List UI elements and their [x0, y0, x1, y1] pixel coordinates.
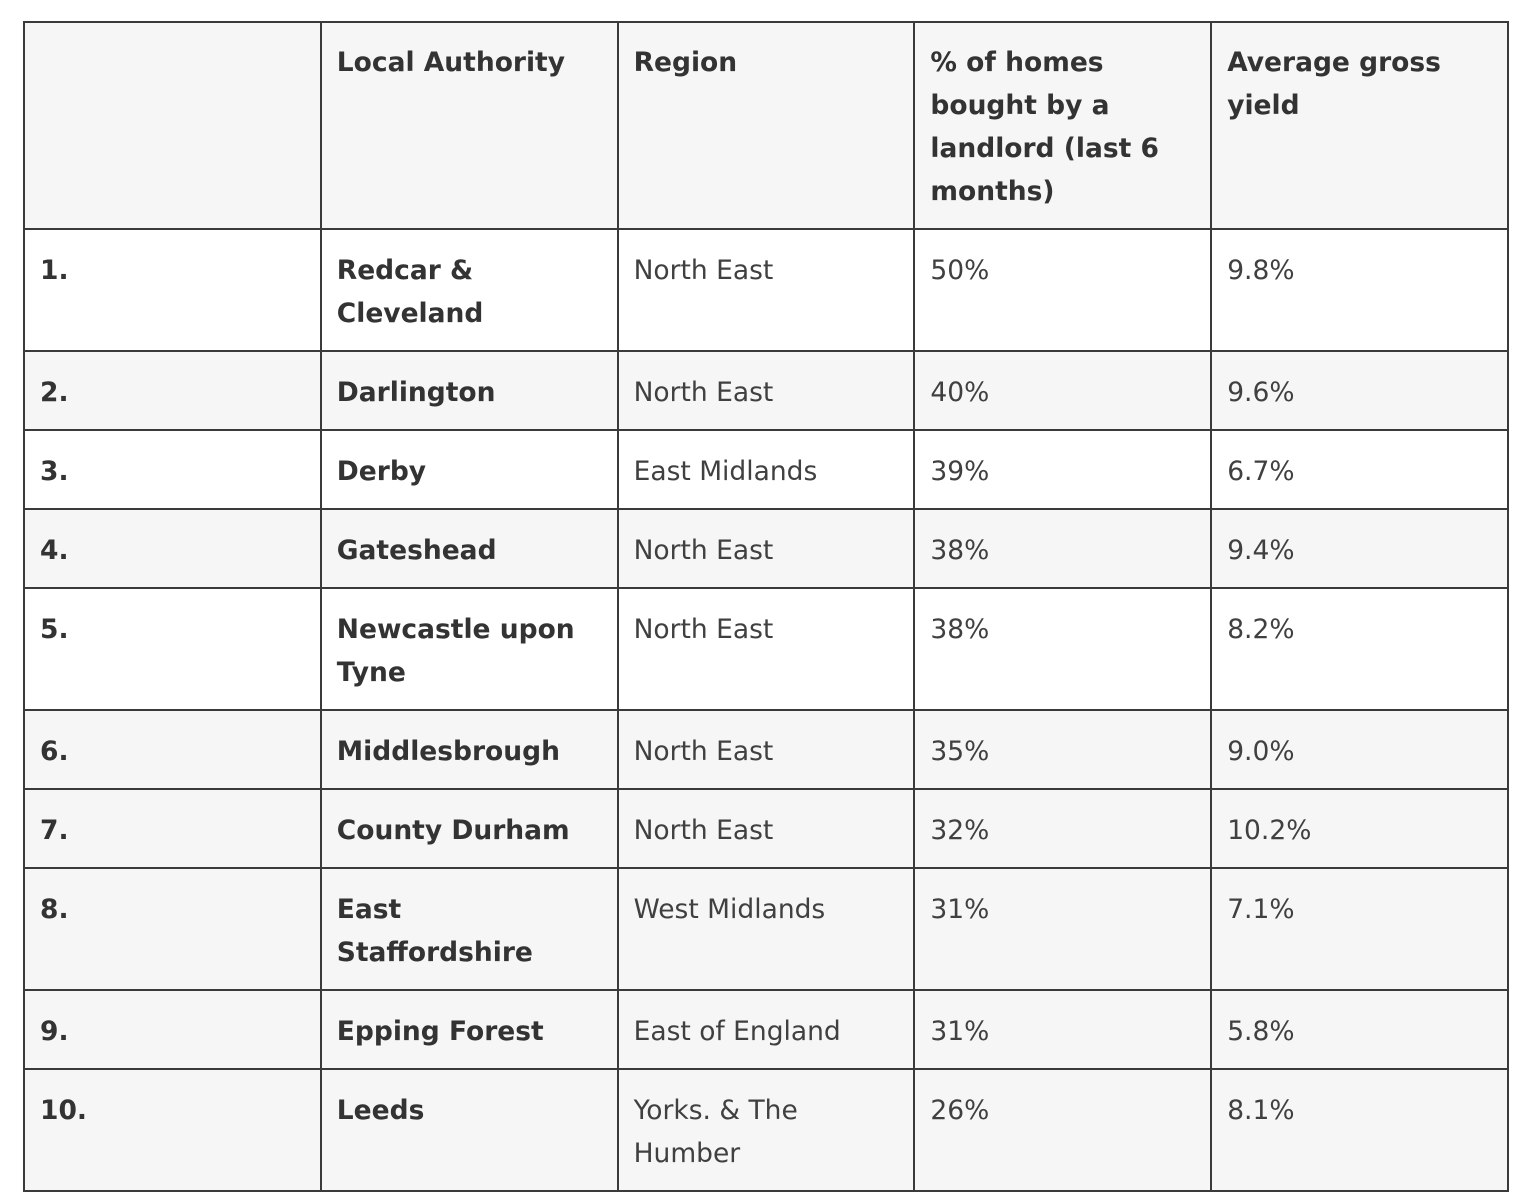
table-row	[24, 1069, 1508, 1191]
table-row	[24, 588, 1508, 710]
pct-cell: 38%	[914, 509, 1211, 588]
yield-cell: 8.1%	[1211, 1069, 1508, 1191]
region-cell: North East	[618, 789, 915, 868]
region-cell: East Midlands	[618, 430, 915, 509]
yield-cell: 9.6%	[1211, 351, 1508, 430]
yield-cell: 7.1%	[1211, 868, 1508, 990]
authority-cell: Gateshead	[321, 509, 618, 588]
header-average-gross-yield: Average gross yield	[1211, 22, 1508, 229]
pct-cell: 35%	[914, 710, 1211, 789]
rank-cell: 5.	[24, 588, 321, 710]
header-local-authority: Local Authority	[321, 22, 618, 229]
authority-cell: Newcastle upon Tyne	[321, 588, 618, 710]
yield-cell: 9.0%	[1211, 710, 1508, 789]
pct-cell: 32%	[914, 789, 1211, 868]
authority-cell: Derby	[321, 430, 618, 509]
pct-cell: 26%	[914, 1069, 1211, 1191]
pct-cell: 31%	[914, 990, 1211, 1069]
region-cell: North East	[618, 509, 915, 588]
yield-cell: 6.7%	[1211, 430, 1508, 509]
authority-cell: Middlesbrough	[321, 710, 618, 789]
authority-cell: Leeds	[321, 1069, 618, 1191]
rank-cell: 7.	[24, 789, 321, 868]
table-body	[24, 229, 1508, 1191]
yield-cell: 8.2%	[1211, 588, 1508, 710]
yield-cell: 9.4%	[1211, 509, 1508, 588]
header-pct-homes-bought: % of homes bought by a landlord (last 6 months)	[914, 22, 1211, 229]
rank-cell: 1.	[24, 229, 321, 351]
region-cell: North East	[618, 710, 915, 789]
authority-cell: Darlington	[321, 351, 618, 430]
header-rank	[24, 22, 321, 229]
rank-cell: 2.	[24, 351, 321, 430]
rank-cell: 8.	[24, 868, 321, 990]
authority-cell: East Staffordshire	[321, 868, 618, 990]
rank-cell: 4.	[24, 509, 321, 588]
rank-cell: 6.	[24, 710, 321, 789]
region-cell: Yorks. & The Humber	[618, 1069, 915, 1191]
authority-cell: Epping Forest	[321, 990, 618, 1069]
region-cell: North East	[618, 229, 915, 351]
rank-cell: 3.	[24, 430, 321, 509]
table-header	[24, 22, 1508, 229]
pct-cell: 31%	[914, 868, 1211, 990]
pct-cell: 39%	[914, 430, 1211, 509]
region-cell: North East	[618, 588, 915, 710]
table-row	[24, 789, 1508, 868]
table-row	[24, 229, 1508, 351]
table-row	[24, 990, 1508, 1069]
pct-cell: 38%	[914, 588, 1211, 710]
region-cell: West Midlands	[618, 868, 915, 990]
rank-cell: 9.	[24, 990, 321, 1069]
table-row	[24, 509, 1508, 588]
landlord-purchases-table	[23, 21, 1509, 1192]
authority-cell: Redcar & Cleveland	[321, 229, 618, 351]
yield-cell: 5.8%	[1211, 990, 1508, 1069]
header-row	[24, 22, 1508, 229]
table-row	[24, 351, 1508, 430]
table-row	[24, 868, 1508, 990]
pct-cell: 50%	[914, 229, 1211, 351]
region-cell: East of England	[618, 990, 915, 1069]
header-region: Region	[618, 22, 915, 229]
table-row	[24, 710, 1508, 789]
authority-cell: County Durham	[321, 789, 618, 868]
region-cell: North East	[618, 351, 915, 430]
yield-cell: 9.8%	[1211, 229, 1508, 351]
table-container	[23, 21, 1507, 1192]
yield-cell: 10.2%	[1211, 789, 1508, 868]
pct-cell: 40%	[914, 351, 1211, 430]
rank-cell: 10.	[24, 1069, 321, 1191]
table-row	[24, 430, 1508, 509]
